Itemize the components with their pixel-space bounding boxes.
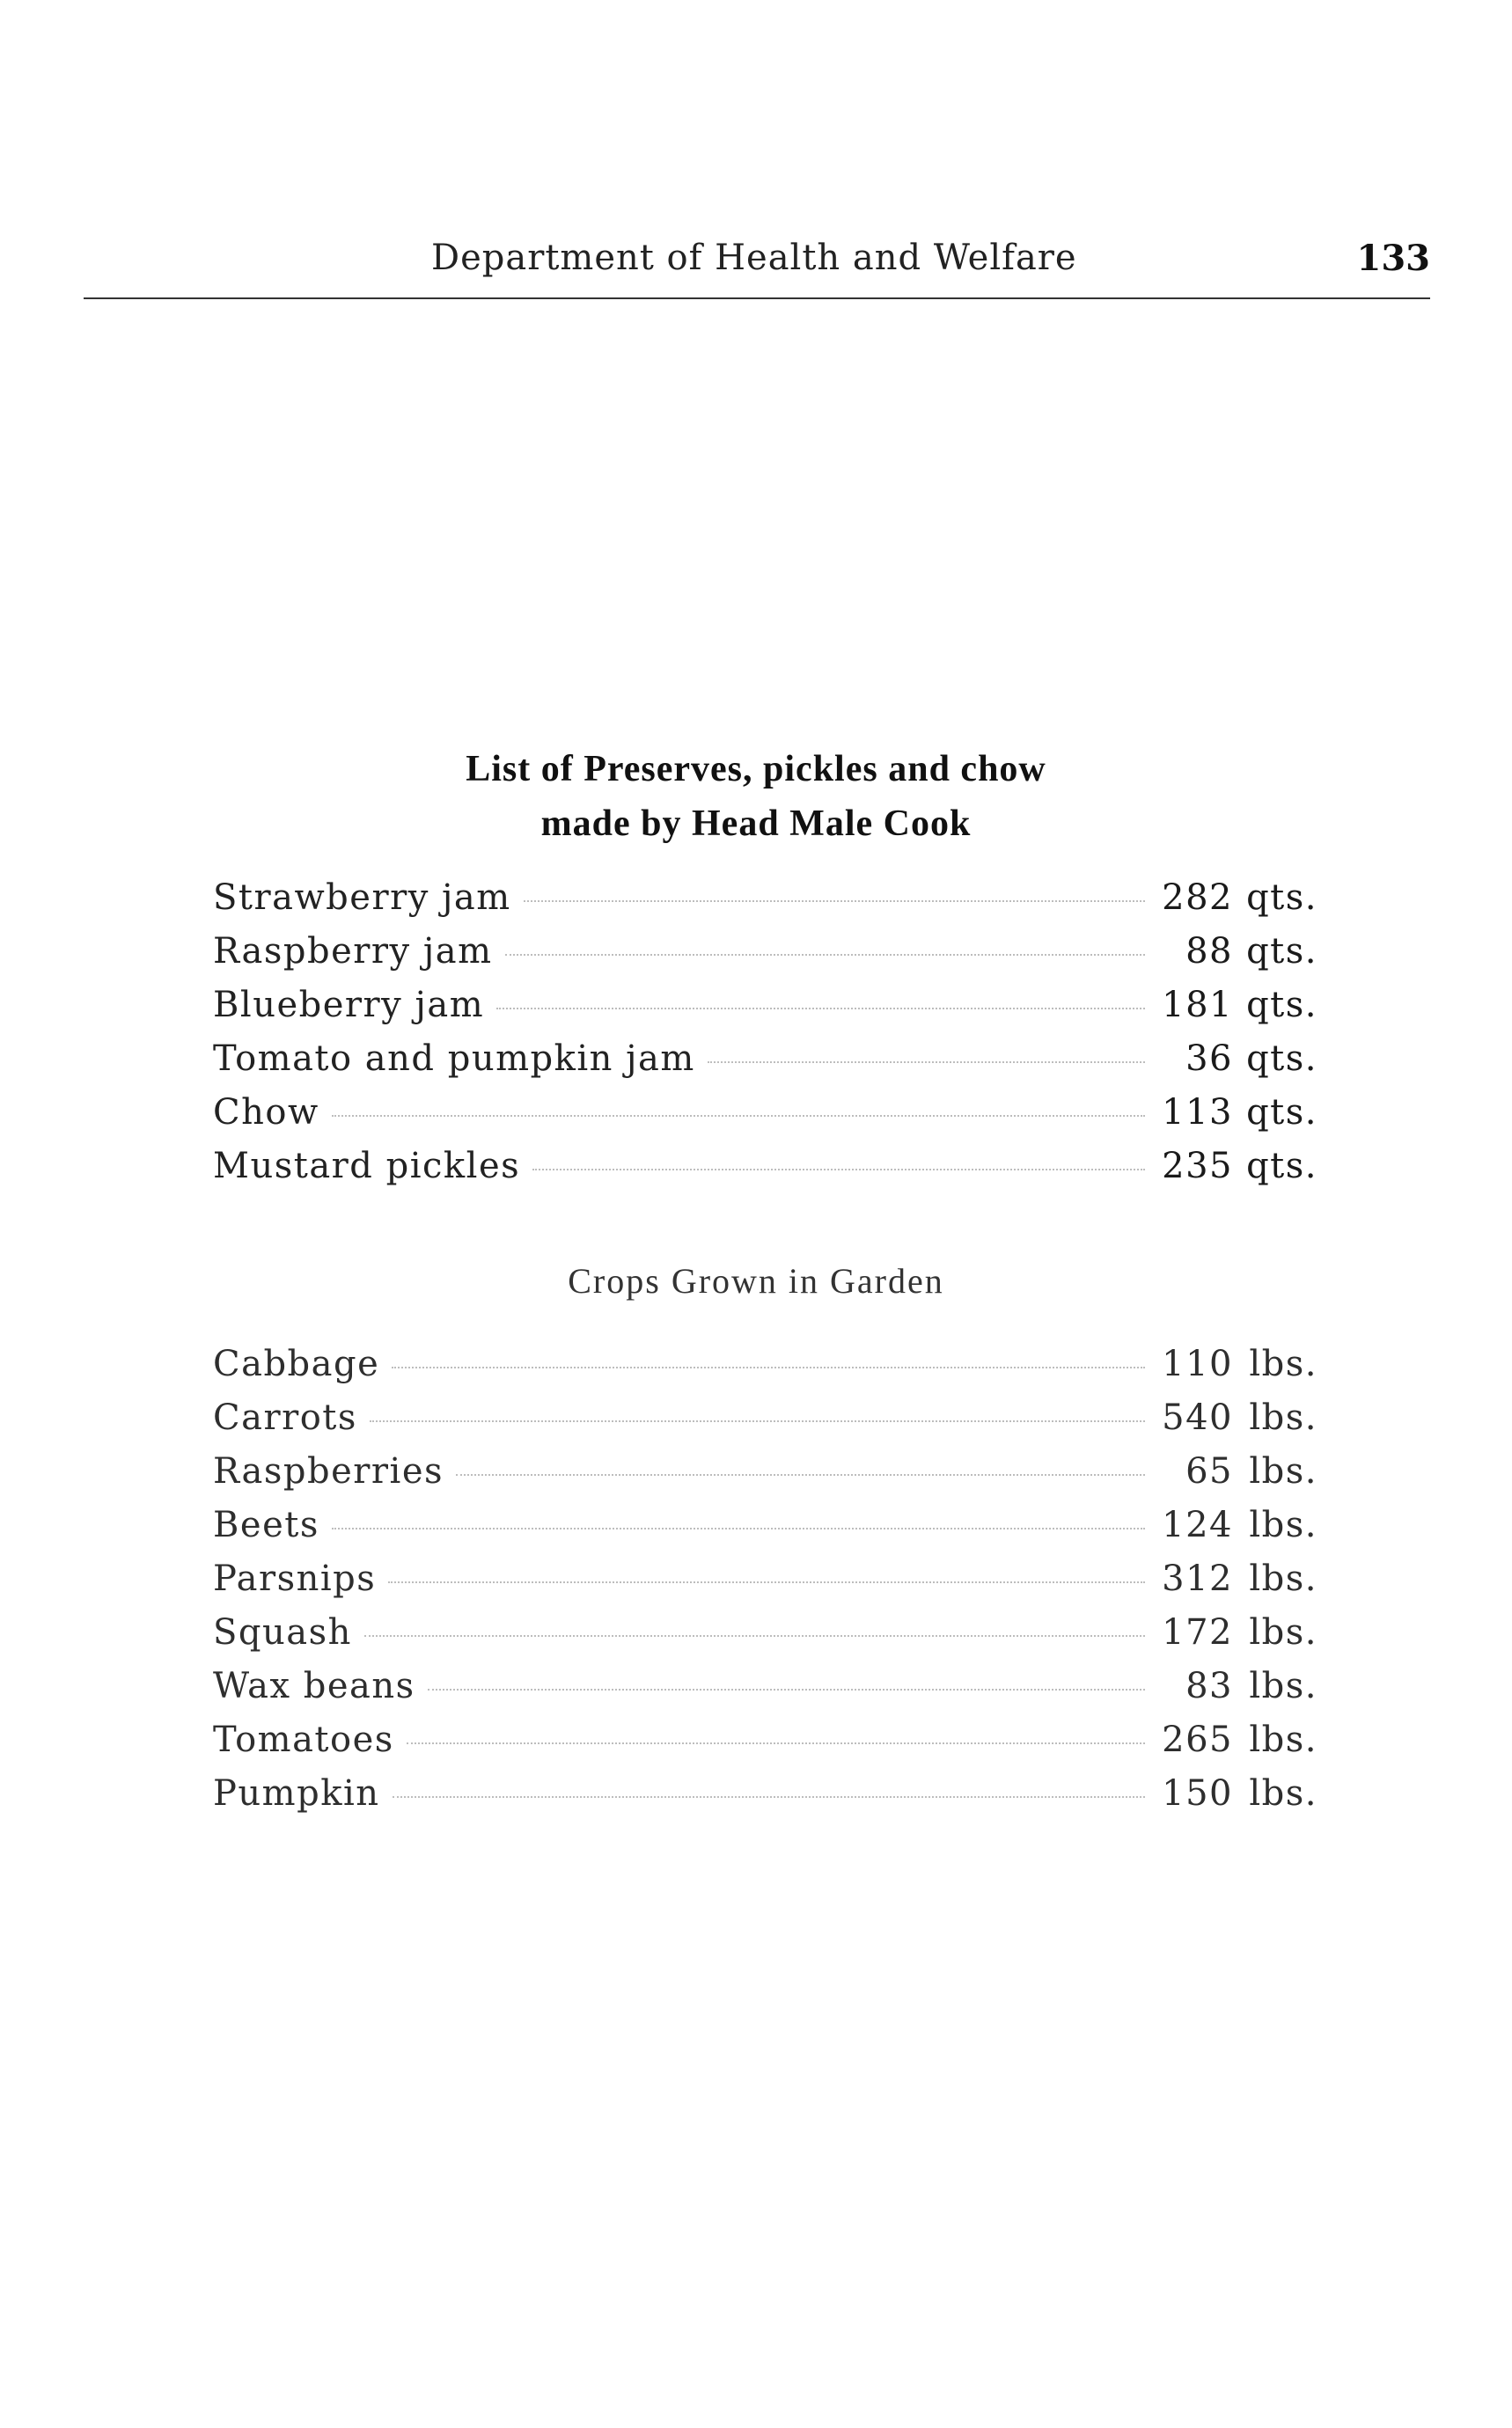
item-quantity: 113 bbox=[1162, 1092, 1233, 1133]
preserves-row bbox=[213, 877, 1317, 931]
item-label: Raspberries bbox=[213, 1451, 444, 1492]
preserves-list bbox=[213, 877, 1317, 1199]
item-label: Cabbage bbox=[213, 1344, 380, 1384]
preserves-row bbox=[213, 1146, 1317, 1199]
dot-leader bbox=[524, 900, 1145, 902]
item-unit: lbs. bbox=[1249, 1344, 1317, 1384]
item-unit: lbs. bbox=[1249, 1720, 1317, 1760]
dot-leader bbox=[532, 1169, 1145, 1170]
item-label: Chow bbox=[213, 1092, 319, 1133]
item-unit: qts. bbox=[1246, 931, 1317, 972]
page-number: 133 bbox=[1356, 238, 1430, 279]
dot-leader bbox=[708, 1061, 1145, 1063]
dot-leader bbox=[332, 1528, 1145, 1529]
dot-leader bbox=[407, 1742, 1145, 1744]
crops-row bbox=[213, 1397, 1317, 1451]
crops-row bbox=[213, 1720, 1317, 1773]
item-unit: lbs. bbox=[1249, 1451, 1317, 1492]
dot-leader bbox=[393, 1796, 1145, 1798]
item-label: Pumpkin bbox=[213, 1773, 380, 1814]
item-label: Wax beans bbox=[213, 1666, 415, 1706]
item-label: Carrots bbox=[213, 1397, 357, 1438]
crops-list bbox=[213, 1344, 1317, 1827]
preserves-heading-line1: List of Preserves, pickles and chow bbox=[466, 749, 1046, 789]
item-label: Parsnips bbox=[213, 1559, 377, 1599]
item-unit: lbs. bbox=[1249, 1397, 1317, 1438]
item-label: Blueberry jam bbox=[213, 985, 485, 1025]
header-title: Department of Health and Welfare bbox=[431, 238, 1077, 278]
item-label: Tomatoes bbox=[213, 1720, 394, 1760]
item-quantity: 65 bbox=[1185, 1451, 1233, 1492]
item-label: Squash bbox=[213, 1612, 352, 1653]
crops-row bbox=[213, 1559, 1317, 1612]
item-quantity: 172 bbox=[1162, 1612, 1233, 1653]
item-unit: qts. bbox=[1246, 1038, 1317, 1079]
dot-leader bbox=[496, 1008, 1145, 1009]
dot-leader bbox=[332, 1115, 1145, 1117]
running-header bbox=[84, 238, 1430, 299]
item-quantity: 36 bbox=[1185, 1038, 1233, 1079]
preserves-row bbox=[213, 1038, 1317, 1092]
crops-row bbox=[213, 1773, 1317, 1827]
item-unit: lbs. bbox=[1249, 1666, 1317, 1706]
item-unit: lbs. bbox=[1249, 1559, 1317, 1599]
item-unit: lbs. bbox=[1249, 1612, 1317, 1653]
header-rule bbox=[84, 297, 1430, 299]
crops-heading: Crops Grown in Garden bbox=[568, 1261, 944, 1301]
dot-leader bbox=[370, 1420, 1145, 1422]
item-unit: qts. bbox=[1246, 877, 1317, 918]
dot-leader bbox=[428, 1689, 1145, 1691]
item-quantity: 265 bbox=[1162, 1720, 1233, 1760]
crops-row bbox=[213, 1612, 1317, 1666]
item-unit: qts. bbox=[1246, 1092, 1317, 1133]
item-quantity: 312 bbox=[1162, 1559, 1233, 1599]
item-unit: lbs. bbox=[1249, 1505, 1317, 1545]
item-quantity: 83 bbox=[1185, 1666, 1233, 1706]
preserves-row bbox=[213, 931, 1317, 985]
dot-leader bbox=[388, 1581, 1145, 1583]
crops-row bbox=[213, 1666, 1317, 1720]
item-unit: qts. bbox=[1246, 1146, 1317, 1186]
item-quantity: 88 bbox=[1185, 931, 1233, 972]
item-unit: lbs. bbox=[1249, 1773, 1317, 1814]
preserves-row bbox=[213, 1092, 1317, 1146]
dot-leader bbox=[392, 1367, 1145, 1368]
item-quantity: 150 bbox=[1162, 1773, 1233, 1814]
item-label: Raspberry jam bbox=[213, 931, 493, 972]
dot-leader bbox=[505, 954, 1145, 956]
item-quantity: 540 bbox=[1162, 1397, 1233, 1438]
dot-leader bbox=[456, 1474, 1145, 1476]
item-quantity: 124 bbox=[1162, 1505, 1233, 1545]
item-unit: qts. bbox=[1246, 985, 1317, 1025]
item-label: Tomato and pumpkin jam bbox=[213, 1038, 695, 1079]
item-label: Strawberry jam bbox=[213, 877, 511, 918]
preserves-row bbox=[213, 985, 1317, 1038]
crops-row bbox=[213, 1344, 1317, 1397]
item-quantity: 110 bbox=[1162, 1344, 1233, 1384]
item-quantity: 181 bbox=[1162, 985, 1233, 1025]
item-label: Beets bbox=[213, 1505, 319, 1545]
item-quantity: 282 bbox=[1162, 877, 1233, 918]
item-quantity: 235 bbox=[1162, 1146, 1233, 1186]
crops-row bbox=[213, 1451, 1317, 1505]
crops-row bbox=[213, 1505, 1317, 1559]
dot-leader bbox=[364, 1635, 1145, 1637]
preserves-heading-line2: made by Head Male Cook bbox=[540, 803, 972, 844]
item-label: Mustard pickles bbox=[213, 1146, 521, 1186]
